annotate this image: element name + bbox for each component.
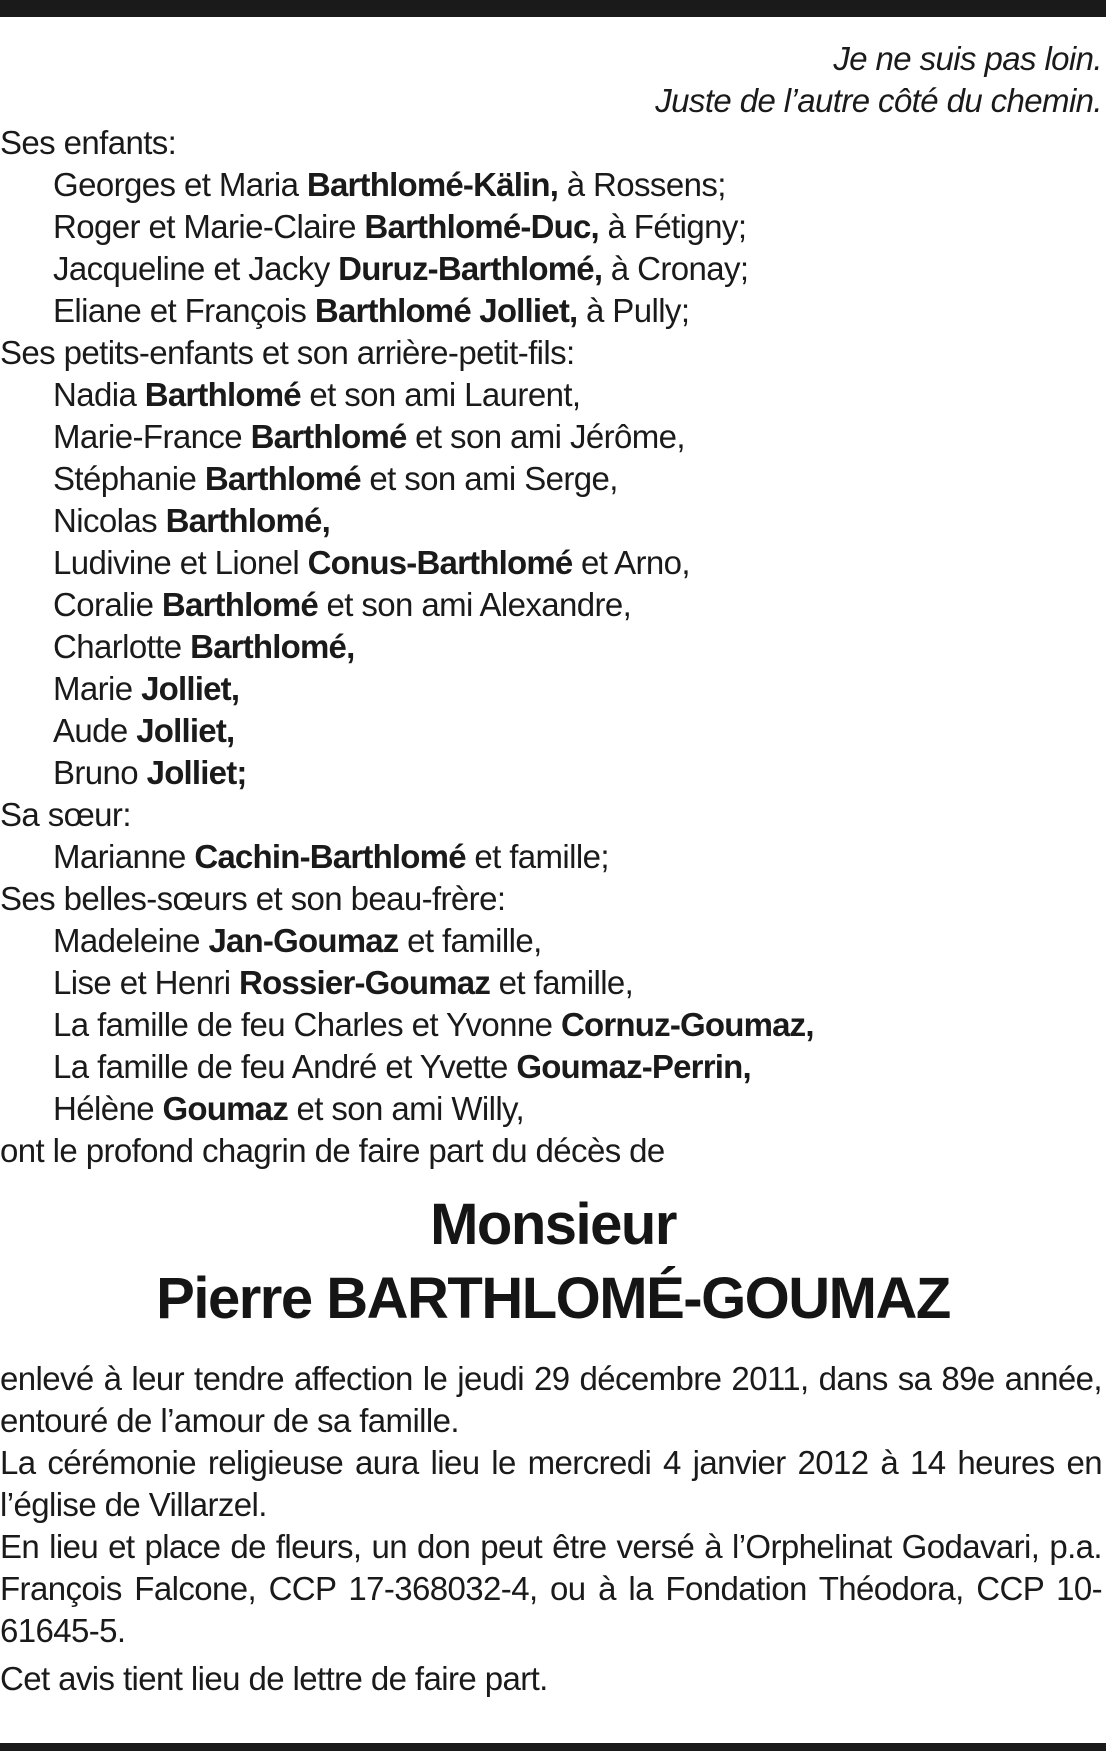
member-detail: et son ami Serge, bbox=[360, 460, 618, 497]
member-given-names: Bruno bbox=[53, 754, 147, 791]
epigraph-line-2: Juste de l’autre côté du chemin. bbox=[655, 82, 1102, 119]
member-surname: Conus-Barthlomé bbox=[307, 544, 573, 581]
member-given-names: Nicolas bbox=[53, 502, 166, 539]
member-detail: et Arno, bbox=[572, 544, 690, 581]
member-surname: Jolliet, bbox=[141, 670, 240, 707]
family-member bbox=[0, 752, 1106, 794]
member-surname: Barthlomé, bbox=[165, 502, 330, 539]
member-given-names: Georges et Maria bbox=[53, 166, 307, 203]
member-given-names: Roger et Marie-Claire bbox=[53, 208, 365, 245]
family-member bbox=[0, 584, 1106, 626]
family-member bbox=[0, 206, 1106, 248]
member-detail: et son ami Jérôme, bbox=[406, 418, 685, 455]
family-member bbox=[0, 1046, 1106, 1088]
member-surname: Barthlomé-Kälin, bbox=[306, 166, 559, 203]
family-member bbox=[0, 836, 1106, 878]
group-heading: Ses petits-enfants et son arrière-petit-fils: bbox=[0, 334, 575, 371]
family-member bbox=[0, 290, 1106, 332]
family-group-sister bbox=[0, 794, 1106, 878]
member-given-names: Coralie bbox=[53, 586, 162, 623]
obituary-notice bbox=[0, 38, 1106, 1700]
epigraph bbox=[0, 38, 1106, 122]
family-member bbox=[0, 920, 1106, 962]
member-given-names: Ludivine et Lionel bbox=[53, 544, 308, 581]
member-surname: Goumaz bbox=[162, 1090, 288, 1127]
family-member bbox=[0, 542, 1106, 584]
deceased-title: Monsieur bbox=[430, 1192, 676, 1257]
group-heading: Ses belles-sœurs et son beau-frère: bbox=[0, 880, 506, 917]
family-member bbox=[0, 458, 1106, 500]
epigraph-line-1: Je ne suis pas loin. bbox=[833, 40, 1102, 77]
member-given-names: Eliane et François bbox=[53, 292, 315, 329]
bottom-rule bbox=[0, 1743, 1106, 1751]
member-detail: et son ami Alexandre, bbox=[317, 586, 632, 623]
member-given-names: Madeleine bbox=[53, 922, 209, 959]
family-member bbox=[0, 710, 1106, 752]
family-member bbox=[0, 416, 1106, 458]
member-surname: Cornuz-Goumaz, bbox=[560, 1006, 814, 1043]
member-detail: à Pully; bbox=[577, 292, 690, 329]
group-heading: Ses enfants: bbox=[0, 124, 177, 161]
member-surname: Duruz-Barthlomé, bbox=[338, 250, 603, 287]
member-surname: Jan-Goumaz bbox=[208, 922, 399, 959]
deceased-name: Pierre BARTHLOMÉ-GOUMAZ bbox=[156, 1266, 950, 1331]
member-given-names: Aude bbox=[53, 712, 137, 749]
member-detail: à Cronay; bbox=[602, 250, 749, 287]
member-surname: Barthlomé bbox=[161, 586, 318, 623]
member-given-names: Marianne bbox=[53, 838, 195, 875]
family-member bbox=[0, 248, 1106, 290]
member-detail: à Rossens; bbox=[558, 166, 726, 203]
deceased-block bbox=[0, 1188, 1106, 1336]
family-group-grandchildren bbox=[0, 332, 1106, 794]
member-surname: Barthlomé Jolliet, bbox=[314, 292, 578, 329]
member-detail: et son ami Willy, bbox=[287, 1090, 525, 1127]
member-given-names: Charlotte bbox=[53, 628, 191, 665]
family-member bbox=[0, 1088, 1106, 1130]
member-given-names: Hélène bbox=[53, 1090, 163, 1127]
announcement-intro: ont le profond chagrin de faire part du décès de bbox=[0, 1132, 665, 1169]
group-heading: Sa sœur: bbox=[0, 796, 131, 833]
member-detail: et famille, bbox=[398, 922, 542, 959]
member-given-names: Nadia bbox=[53, 376, 145, 413]
member-given-names: Marie-France bbox=[53, 418, 251, 455]
member-surname: Cachin-Barthlomé bbox=[194, 838, 466, 875]
member-detail: et son ami Laurent, bbox=[300, 376, 581, 413]
family-member bbox=[0, 500, 1106, 542]
member-surname: Jolliet; bbox=[146, 754, 247, 791]
member-surname: Barthlomé bbox=[204, 460, 361, 497]
member-given-names: Lise et Henri bbox=[53, 964, 240, 1001]
ceremony-paragraph: La cérémonie religieuse aura lieu le mercredi 4 janvier 2012 à 14 heures en l’église de Villarzel. bbox=[0, 1444, 1102, 1523]
family-group-in-laws bbox=[0, 878, 1106, 1130]
death-paragraph: enlevé à leur tendre affection le jeudi 29 décembre 2011, dans sa 89e année, entouré de l’amour de sa famille. bbox=[0, 1360, 1102, 1439]
notice-paragraph: Cet avis tient lieu de lettre de faire part. bbox=[0, 1660, 548, 1697]
member-detail: et famille; bbox=[465, 838, 609, 875]
member-surname: Rossier-Goumaz bbox=[239, 964, 491, 1001]
member-surname: Barthlomé bbox=[144, 376, 301, 413]
member-given-names: Stéphanie bbox=[53, 460, 205, 497]
member-surname: Barthlomé, bbox=[190, 628, 355, 665]
member-surname: Barthlomé bbox=[250, 418, 407, 455]
family-member bbox=[0, 962, 1106, 1004]
member-surname: Goumaz-Perrin, bbox=[516, 1048, 751, 1085]
member-detail: à Fétigny; bbox=[598, 208, 747, 245]
family-member bbox=[0, 626, 1106, 668]
member-given-names: Jacqueline et Jacky bbox=[53, 250, 339, 287]
member-detail: et famille, bbox=[490, 964, 634, 1001]
member-surname: Jolliet, bbox=[136, 712, 235, 749]
family-member bbox=[0, 164, 1106, 206]
top-rule bbox=[0, 0, 1106, 17]
family-member bbox=[0, 668, 1106, 710]
member-given-names: La famille de feu André et Yvette bbox=[53, 1048, 517, 1085]
donation-paragraph: En lieu et place de fleurs, un don peut être versé à l’Orphelinat Godavari, p.a. François Falcone, CCP 17-368032-4, ou à la Fondation Théodora, CCP 10-61645-5. bbox=[0, 1528, 1102, 1649]
member-given-names: La famille de feu Charles et Yvonne bbox=[53, 1006, 561, 1043]
member-surname: Barthlomé-Duc, bbox=[364, 208, 599, 245]
member-given-names: Marie bbox=[53, 670, 142, 707]
family-group-children bbox=[0, 122, 1106, 332]
family-member bbox=[0, 374, 1106, 416]
family-member bbox=[0, 1004, 1106, 1046]
